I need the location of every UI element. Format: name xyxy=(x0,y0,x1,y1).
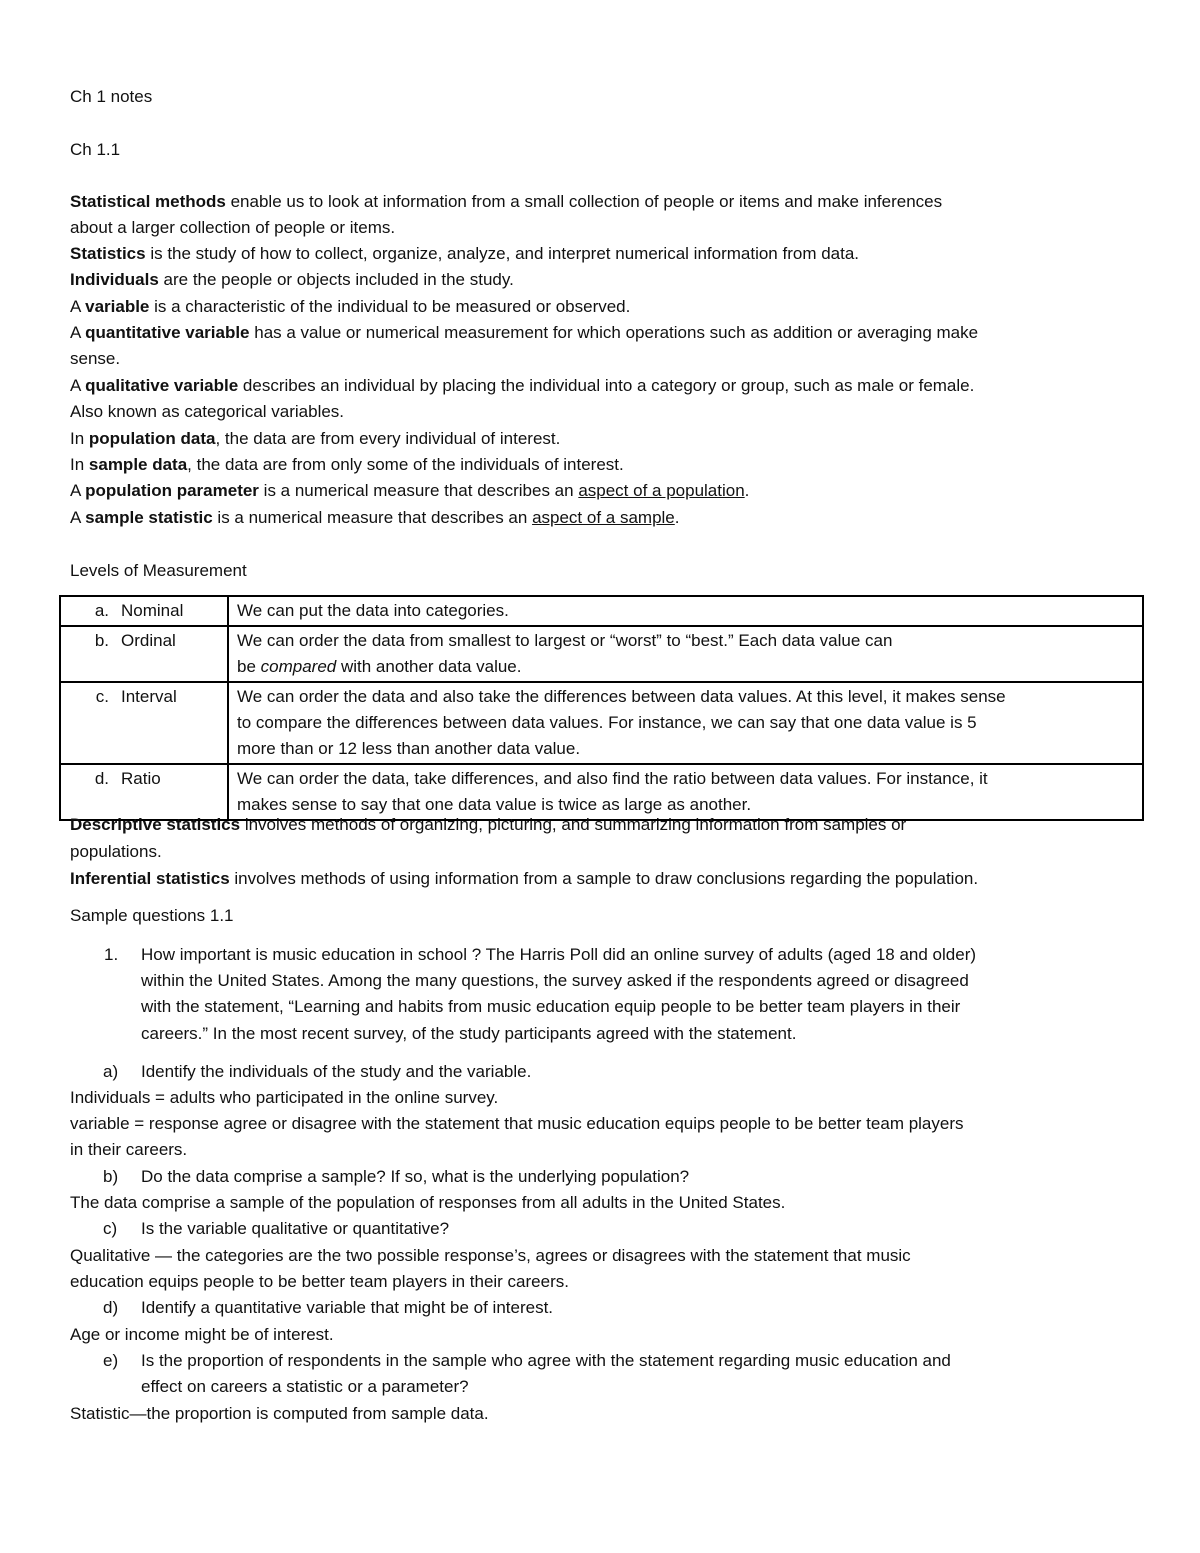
table-row xyxy=(60,626,1143,682)
part-question: Do the data comprise a sample? If so, what is the underlying population? xyxy=(141,1167,690,1186)
question-text-line: careers.” In the most recent survey, of the study participants agreed with the statement. xyxy=(141,1024,797,1043)
definition-sample-statistic: A sample statistic is a numerical measure that describes an aspect of a sample. xyxy=(70,508,680,527)
part-letter: d) xyxy=(103,1298,119,1317)
definition-statistical-methods: Statistical methods enable us to look at information from a small collection of people or items and make inferences xyxy=(70,192,943,211)
definition-descriptive-statistics-cont: populations. xyxy=(70,842,162,861)
definition-individuals: Individuals are the people or objects included in the study. xyxy=(70,270,514,289)
section-heading: Ch 1.1 xyxy=(70,140,121,159)
part-answer: Qualitative — the categories are the two possible response’s, agrees or disagrees with the statement that music xyxy=(70,1246,911,1265)
level-name-cell: a. Nominal xyxy=(60,596,228,626)
part-answer: The data comprise a sample of the population of responses from all adults in the United States. xyxy=(70,1193,786,1212)
part-answer: education equips people to be better team players in their careers. xyxy=(70,1272,569,1291)
definition-quantitative-variable-cont: sense. xyxy=(70,349,121,368)
level-description-cell: We can order the data, take differences, and also find the ratio between data values. For instance, it makes sense to say that one data value is twice as large as another. xyxy=(228,764,1143,820)
part-answer: variable = response agree or disagree with the statement that music education equips people to be better team players xyxy=(70,1114,964,1133)
table-row xyxy=(60,596,1143,626)
part-answer: Statistic—the proportion is computed from sample data. xyxy=(70,1404,489,1423)
levels-heading: Levels of Measurement xyxy=(70,561,247,580)
level-description-cell: We can put the data into categories. xyxy=(228,596,1143,626)
table-row xyxy=(60,682,1143,764)
definition-qualitative-variable-cont: Also known as categorical variables. xyxy=(70,402,345,421)
part-question: Identify the individuals of the study and the variable. xyxy=(141,1062,532,1081)
definition-descriptive-statistics: Descriptive statistics involves methods of organizing, picturing, and summarizing information from samples or xyxy=(70,815,907,834)
definition-inferential-statistics: Inferential statistics involves methods of using information from a sample to draw conclusions regarding the population. xyxy=(70,869,979,888)
part-letter: a) xyxy=(103,1062,119,1081)
level-description-cell: We can order the data from smallest to largest or “worst” to “best.” Each data value can be compared with another data value. xyxy=(228,626,1143,682)
definition-statistics: Statistics is the study of how to collect, organize, analyze, and interpret numerical information from data. xyxy=(70,244,860,263)
level-description-cell: We can order the data and also take the differences between data values. At this level, it makes sense to compare the differences between data values. For instance, we can say that one data value is 5 more than or 12 less than another data value. xyxy=(228,682,1143,764)
level-name-cell: b. Ordinal xyxy=(60,626,228,682)
definition-sample-data: In sample data, the data are from only some of the individuals of interest. xyxy=(70,455,624,474)
part-answer: Age or income might be of interest. xyxy=(70,1325,334,1344)
definition-qualitative-variable: A qualitative variable describes an individual by placing the individual into a category or group, such as male or female. xyxy=(70,376,975,395)
levels-table xyxy=(59,595,1144,821)
part-answer: Individuals = adults who participated in the online survey. xyxy=(70,1088,499,1107)
part-letter: b) xyxy=(103,1167,119,1186)
question-text-line: within the United States. Among the many questions, the survey asked if the respondents agreed or disagreed xyxy=(141,971,969,990)
part-question: Is the proportion of respondents in the sample who agree with the statement regarding music education and xyxy=(141,1351,951,1370)
definition-variable: A variable is a characteristic of the individual to be measured or observed. xyxy=(70,297,631,316)
level-name-cell: d. Ratio xyxy=(60,764,228,820)
definition-statistical-methods-cont: about a larger collection of people or items. xyxy=(70,218,396,237)
sample-questions-heading: Sample questions 1.1 xyxy=(70,906,234,925)
question-number: 1. xyxy=(104,945,119,964)
question-text-line: How important is music education in school ? The Harris Poll did an online survey of adults (aged 18 and older) xyxy=(141,945,977,964)
definition-population-data: In population data, the data are from every individual of interest. xyxy=(70,429,561,448)
definition-population-parameter: A population parameter is a numerical measure that describes an aspect of a population. xyxy=(70,481,750,500)
definition-quantitative-variable: A quantitative variable has a value or numerical measurement for which operations such as addition or averaging make xyxy=(70,323,979,342)
part-question: Identify a quantitative variable that might be of interest. xyxy=(141,1298,554,1317)
page-title: Ch 1 notes xyxy=(70,87,153,106)
part-question: Is the variable qualitative or quantitative? xyxy=(141,1219,450,1238)
level-name-cell: c. Interval xyxy=(60,682,228,764)
part-letter: c) xyxy=(103,1219,118,1238)
part-answer: in their careers. xyxy=(70,1140,188,1159)
part-question-cont: effect on careers a statistic or a parameter? xyxy=(141,1377,469,1396)
question-text-line: with the statement, “Learning and habits from music education equip people to be better team players in their xyxy=(141,997,961,1016)
part-letter: e) xyxy=(103,1351,119,1370)
